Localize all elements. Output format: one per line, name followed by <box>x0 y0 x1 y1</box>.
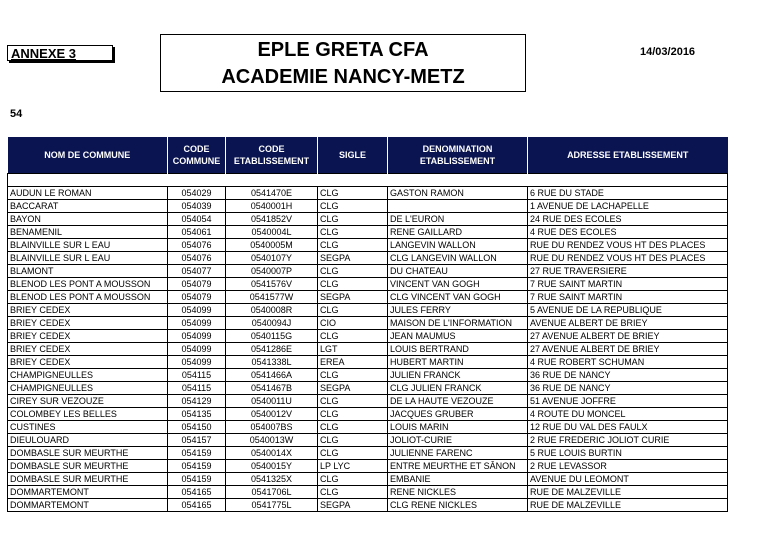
cell-denomination: RENE NICKLES <box>388 486 528 499</box>
cell-code-etablissement: 0541706L <box>226 486 318 499</box>
cell-code-commune: 054039 <box>168 200 226 213</box>
cell-nom-commune: BRIEY CEDEX <box>8 304 168 317</box>
establishment-table <box>7 137 728 512</box>
cell-adresse: 12 RUE DU VAL DES FAULX <box>528 421 728 434</box>
cell-nom-commune: DOMBASLE SUR MEURTHE <box>8 473 168 486</box>
table-row <box>8 239 728 252</box>
cell-nom-commune: DIEULOUARD <box>8 434 168 447</box>
table-row <box>8 434 728 447</box>
table-row <box>8 317 728 330</box>
table-row <box>8 369 728 382</box>
cell-adresse: 4 RUE DES ECOLES <box>528 226 728 239</box>
table-row <box>8 499 728 512</box>
header-code-etablissement: CODE ETABLISSEMENT <box>226 137 318 174</box>
cell-code-etablissement: 0540001H <box>226 200 318 213</box>
cell-sigle: CLG <box>318 200 388 213</box>
cell-adresse: AVENUE DU LEOMONT <box>528 473 728 486</box>
table-row <box>8 304 728 317</box>
cell-denomination: LANGEVIN WALLON <box>388 239 528 252</box>
cell-adresse: RUE DU RENDEZ VOUS HT DES PLACES <box>528 239 728 252</box>
table-row <box>8 382 728 395</box>
cell-code-commune: 054054 <box>168 213 226 226</box>
cell-nom-commune: CUSTINES <box>8 421 168 434</box>
cell-nom-commune: DOMBASLE SUR MEURTHE <box>8 460 168 473</box>
header-sigle: SIGLE <box>318 137 388 174</box>
annex-label: ANNEXE 3 <box>7 45 113 61</box>
cell-nom-commune: AUDUN LE ROMAN <box>8 187 168 200</box>
cell-sigle: CLG <box>318 421 388 434</box>
cell-denomination: CLG VINCENT VAN GOGH <box>388 291 528 304</box>
table-row <box>8 265 728 278</box>
table-row <box>8 356 728 369</box>
cell-sigle: CLG <box>318 408 388 421</box>
cell-denomination: JULES FERRY <box>388 304 528 317</box>
cell-sigle: CLG <box>318 330 388 343</box>
cell-adresse: 7 RUE SAINT MARTIN <box>528 291 728 304</box>
cell-adresse: 27 RUE TRAVERSIERE <box>528 265 728 278</box>
cell-code-commune: 054099 <box>168 356 226 369</box>
cell-sigle: CLG <box>318 278 388 291</box>
cell-denomination: LOUIS BERTRAND <box>388 343 528 356</box>
cell-nom-commune: CHAMPIGNEULLES <box>8 382 168 395</box>
cell-sigle: CLG <box>318 473 388 486</box>
header-nom-commune: NOM DE COMMUNE <box>8 137 168 174</box>
cell-nom-commune: BRIEY CEDEX <box>8 343 168 356</box>
cell-adresse: RUE DE MALZEVILLE <box>528 499 728 512</box>
cell-nom-commune: BAYON <box>8 213 168 226</box>
title-line-2: ACADEMIE NANCY-METZ <box>221 66 465 88</box>
cell-denomination: CLG JULIEN FRANCK <box>388 382 528 395</box>
cell-code-commune: 054061 <box>168 226 226 239</box>
cell-code-commune: 054029 <box>168 187 226 200</box>
cell-code-etablissement: 0541467B <box>226 382 318 395</box>
cell-code-commune: 054165 <box>168 486 226 499</box>
cell-code-etablissement: 0540094J <box>226 317 318 330</box>
cell-sigle: CLG <box>318 434 388 447</box>
cell-code-commune: 054099 <box>168 330 226 343</box>
cell-code-commune: 054099 <box>168 343 226 356</box>
cell-sigle: CLG <box>318 239 388 252</box>
table-row <box>8 447 728 460</box>
cell-denomination: DE LA HAUTE VEZOUZE <box>388 395 528 408</box>
cell-sigle: CLG <box>318 213 388 226</box>
cell-nom-commune: BRIEY CEDEX <box>8 317 168 330</box>
table-body <box>8 187 728 512</box>
cell-sigle: CLG <box>318 447 388 460</box>
cell-denomination: JULIEN FRANCK <box>388 369 528 382</box>
cell-sigle: LGT <box>318 343 388 356</box>
cell-code-etablissement: 0540012V <box>226 408 318 421</box>
cell-adresse: 5 RUE LOUIS BURTIN <box>528 447 728 460</box>
cell-nom-commune: DOMBASLE SUR MEURTHE <box>8 447 168 460</box>
table-row <box>8 421 728 434</box>
cell-code-commune: 054159 <box>168 447 226 460</box>
cell-adresse: 27 AVENUE ALBERT DE BRIEY <box>528 343 728 356</box>
cell-denomination: LOUIS MARIN <box>388 421 528 434</box>
cell-adresse: 7 RUE SAINT MARTIN <box>528 278 728 291</box>
cell-code-etablissement: 0541852V <box>226 213 318 226</box>
cell-code-etablissement: 0541775L <box>226 499 318 512</box>
table-header-row <box>8 137 728 174</box>
cell-sigle: CLG <box>318 395 388 408</box>
cell-adresse: 2 RUE FREDERIC JOLIOT CURIE <box>528 434 728 447</box>
cell-adresse: RUE DE MALZEVILLE <box>528 486 728 499</box>
cell-code-etablissement: 0540107Y <box>226 252 318 265</box>
cell-denomination: VINCENT VAN GOGH <box>388 278 528 291</box>
cell-code-etablissement: 0541466A <box>226 369 318 382</box>
cell-denomination: CLG RENE NICKLES <box>388 499 528 512</box>
table-row <box>8 200 728 213</box>
cell-denomination: JOLIOT-CURIE <box>388 434 528 447</box>
cell-denomination <box>388 200 528 213</box>
cell-code-etablissement: 0540005M <box>226 239 318 252</box>
cell-sigle: CLG <box>318 265 388 278</box>
cell-code-commune: 054099 <box>168 304 226 317</box>
cell-denomination: DU CHATEAU <box>388 265 528 278</box>
cell-sigle: CIO <box>318 317 388 330</box>
cell-code-etablissement: 0540115G <box>226 330 318 343</box>
cell-code-commune: 054099 <box>168 317 226 330</box>
cell-denomination: EMBANIE <box>388 473 528 486</box>
cell-code-etablissement: 0540004L <box>226 226 318 239</box>
cell-nom-commune: BLENOD LES PONT A MOUSSON <box>8 291 168 304</box>
cell-code-etablissement: 0541470E <box>226 187 318 200</box>
cell-code-commune: 054129 <box>168 395 226 408</box>
cell-code-etablissement: 0540013W <box>226 434 318 447</box>
cell-nom-commune: COLOMBEY LES BELLES <box>8 408 168 421</box>
cell-code-etablissement: 0540007P <box>226 265 318 278</box>
cell-code-commune: 054165 <box>168 499 226 512</box>
header-adresse: ADRESSE ETABLISSEMENT <box>528 137 728 174</box>
cell-adresse: 4 ROUTE DU MONCEL <box>528 408 728 421</box>
cell-nom-commune: BLENOD LES PONT A MOUSSON <box>8 278 168 291</box>
cell-code-commune: 054076 <box>168 239 226 252</box>
cell-code-etablissement: 0541286E <box>226 343 318 356</box>
table-row <box>8 408 728 421</box>
cell-sigle: SEGPA <box>318 252 388 265</box>
cell-denomination: DE L'EURON <box>388 213 528 226</box>
cell-code-commune: 054115 <box>168 382 226 395</box>
cell-denomination: MAISON DE L'INFORMATION <box>388 317 528 330</box>
table-row <box>8 278 728 291</box>
cell-adresse: 27 AVENUE ALBERT DE BRIEY <box>528 330 728 343</box>
cell-code-etablissement: 0541576V <box>226 278 318 291</box>
cell-denomination: ENTRE MEURTHE ET SÂNON <box>388 460 528 473</box>
cell-nom-commune: BRIEY CEDEX <box>8 330 168 343</box>
cell-denomination: JULIENNE FARENC <box>388 447 528 460</box>
table-row <box>8 213 728 226</box>
table-row <box>8 252 728 265</box>
cell-denomination: HUBERT MARTIN <box>388 356 528 369</box>
cell-code-etablissement: 0540015Y <box>226 460 318 473</box>
cell-code-etablissement: 0540008R <box>226 304 318 317</box>
cell-adresse: AVENUE ALBERT DE BRIEY <box>528 317 728 330</box>
cell-adresse: 6 RUE DU STADE <box>528 187 728 200</box>
cell-code-commune: 054115 <box>168 369 226 382</box>
cell-sigle: CLG <box>318 226 388 239</box>
cell-sigle: EREA <box>318 356 388 369</box>
table-row <box>8 187 728 200</box>
cell-code-commune: 054079 <box>168 278 226 291</box>
cell-denomination: JACQUES GRUBER <box>388 408 528 421</box>
cell-sigle: SEGPA <box>318 499 388 512</box>
header-code-commune: CODE COMMUNE <box>168 137 226 174</box>
cell-nom-commune: CIREY SUR VEZOUZE <box>8 395 168 408</box>
cell-sigle: CLG <box>318 304 388 317</box>
cell-code-etablissement: 0540014X <box>226 447 318 460</box>
table-row <box>8 395 728 408</box>
cell-nom-commune: BACCARAT <box>8 200 168 213</box>
cell-denomination: GASTON RAMON <box>388 187 528 200</box>
cell-adresse: 4 RUE ROBERT SCHUMAN <box>528 356 728 369</box>
cell-nom-commune: BRIEY CEDEX <box>8 356 168 369</box>
table-row <box>8 460 728 473</box>
cell-code-commune: 054076 <box>168 252 226 265</box>
cell-nom-commune: DOMMARTEMONT <box>8 486 168 499</box>
cell-code-commune: 054135 <box>168 408 226 421</box>
cell-sigle: CLG <box>318 486 388 499</box>
table-row <box>8 486 728 499</box>
cell-adresse: 2 RUE LEVASSOR <box>528 460 728 473</box>
record-count: 54 <box>10 108 23 120</box>
table-row <box>8 473 728 486</box>
table-row <box>8 226 728 239</box>
cell-denomination: CLG LANGEVIN WALLON <box>388 252 528 265</box>
cell-adresse: 5 AVENUE DE LA REPUBLIQUE <box>528 304 728 317</box>
cell-adresse: 36 RUE DE NANCY <box>528 369 728 382</box>
title-box <box>160 34 526 92</box>
cell-denomination: RENE GAILLARD <box>388 226 528 239</box>
cell-code-etablissement: 0541325X <box>226 473 318 486</box>
cell-sigle: CLG <box>318 369 388 382</box>
cell-adresse: RUE DU RENDEZ VOUS HT DES PLACES <box>528 252 728 265</box>
cell-nom-commune: CHAMPIGNEULLES <box>8 369 168 382</box>
table-row <box>8 343 728 356</box>
cell-code-etablissement: 0541338L <box>226 356 318 369</box>
cell-denomination: JEAN MAUMUS <box>388 330 528 343</box>
cell-code-etablissement: 0541577W <box>226 291 318 304</box>
cell-code-commune: 054159 <box>168 460 226 473</box>
cell-sigle: LP LYC <box>318 460 388 473</box>
cell-code-etablissement: 054007BS <box>226 421 318 434</box>
cell-sigle: CLG <box>318 187 388 200</box>
cell-code-commune: 054079 <box>168 291 226 304</box>
cell-code-etablissement: 0540011U <box>226 395 318 408</box>
table-row <box>8 291 728 304</box>
cell-adresse: 1 AVENUE DE LACHAPELLE <box>528 200 728 213</box>
cell-sigle: SEGPA <box>318 291 388 304</box>
title-line-1: EPLE GRETA CFA <box>257 39 429 61</box>
cell-code-commune: 054077 <box>168 265 226 278</box>
header-denomination: DENOMINATION ETABLISSEMENT <box>388 137 528 174</box>
cell-adresse: 36 RUE DE NANCY <box>528 382 728 395</box>
cell-nom-commune: DOMMARTEMONT <box>8 499 168 512</box>
cell-nom-commune: BLAMONT <box>8 265 168 278</box>
cell-adresse: 24 RUE DES ECOLES <box>528 213 728 226</box>
cell-sigle: SEGPA <box>318 382 388 395</box>
cell-code-commune: 054157 <box>168 434 226 447</box>
table-row <box>8 330 728 343</box>
document-date: 14/03/2016 <box>640 46 696 58</box>
cell-nom-commune: BENAMENIL <box>8 226 168 239</box>
cell-code-commune: 054159 <box>168 473 226 486</box>
cell-nom-commune: BLAINVILLE SUR L EAU <box>8 239 168 252</box>
cell-nom-commune: BLAINVILLE SUR L EAU <box>8 252 168 265</box>
cell-adresse: 51 AVENUE JOFFRE <box>528 395 728 408</box>
cell-code-commune: 054150 <box>168 421 226 434</box>
